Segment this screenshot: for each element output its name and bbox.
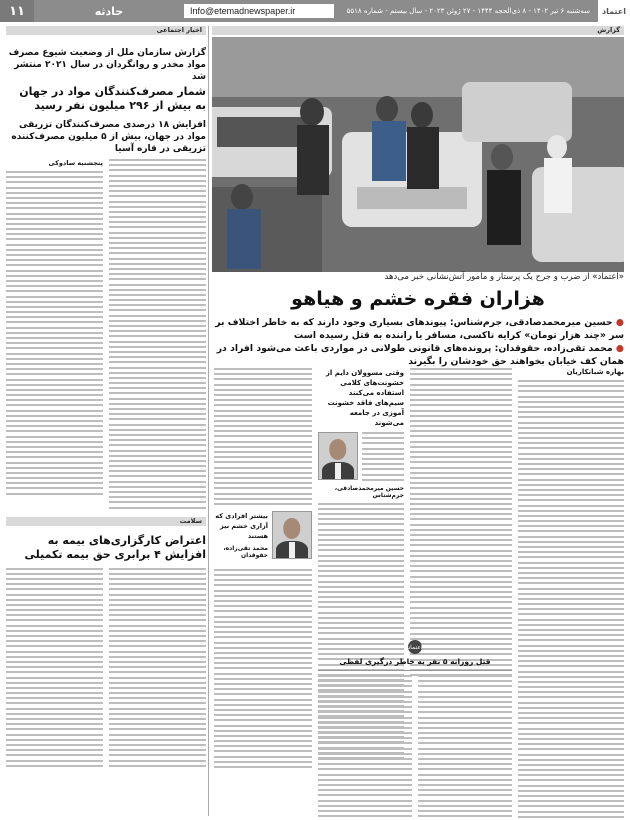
author-name: بهاره شبانکاریان: [566, 368, 624, 376]
story1-title1: گزارش سازمان ملل از وضعیت شیوع مصرف مواد مخدر و روانگردان در سال ۲۰۲۱ منتشر شد: [8, 48, 206, 82]
article-col-4: [214, 368, 312, 768]
story1-title2: شمار مصرف‌کنندگان مواد در جهان به بیش از ۲۹۶ میلیون نفر رسید: [19, 85, 206, 112]
bullet-1-text: حسین میرمحمدصادقی، جرم‌شناس: پیوندهای بسیاری وجود دارند که به خاطر اختلاف بر سر «چند هزار تومان» کرایه تاکسی، مسافر یا راننده به قتل رسیده است: [215, 317, 624, 341]
social-news-kicker: اخبار اجتماعی: [6, 26, 206, 35]
pull-quote-2: بیشتر افرادی که آزاری خشم نیز هستند: [215, 511, 268, 540]
bullet-1: [212, 316, 624, 342]
story1-byline: پنجشنبه سادوکی: [48, 159, 103, 167]
pull-quote-1: وقتی مسوولان دایم از خشونت‌های کلامی استفاده می‌کنند سیم‌های فاقد خشونت آموزی در جامعه می‌شوند: [325, 369, 404, 427]
column-divider: [208, 26, 209, 816]
page-number: ۱۱: [0, 0, 34, 22]
bullet-2: [212, 342, 624, 368]
article-col-2: [410, 368, 512, 676]
main-kicker: «اعتماد» از ضرب و جرح یک پرستار و مامور آتش‌نشانی خبر می‌دهد: [384, 272, 624, 282]
sub-story-text-right: [318, 675, 412, 820]
health-kicker: سلامت: [6, 517, 206, 526]
main-bullets: [212, 316, 624, 368]
contact-email[interactable]: Info@etemadnewspaper.ir: [184, 4, 334, 18]
portrait-photo-1: [318, 432, 358, 480]
issue-info: سه‌شنبه ۶ تیر ۱۴۰۲ - ۸ ذی‌الحجه ۱۴۴۴ - ۲۷ ژوئن ۲۰۲۳ - سال بیستم - شماره ۵۵۱۸: [346, 7, 590, 15]
story1-body-left: [109, 159, 206, 509]
page-header: [0, 0, 630, 22]
sub-story-divider: [318, 670, 512, 671]
newspaper-logo-small: اعتماد: [408, 640, 422, 654]
story2-body-right: [6, 568, 103, 767]
bullet-dot: ●: [615, 317, 624, 328]
story1-body-right: [6, 171, 103, 495]
portrait-photo-2: [272, 511, 312, 559]
article-col-4-top: [214, 368, 312, 505]
article-col-2-text: [410, 368, 512, 676]
main-photo: [212, 37, 624, 272]
article-col-4-text: [214, 569, 312, 768]
article-col-3-top-text: [362, 432, 404, 481]
bullet-2-text: محمد تقی‌زاده، حقوقدان: پرونده‌های قانونی طولانی در مواردی باعث می‌شود افراد در همان کف خیابان بخواهند حق خودشان را بگیرند: [216, 343, 624, 367]
story1-title3: افزایش ۱۸ درصدی مصرف‌کنندگان تزریقی مواد در جهان، بیش از ۵ میلیون مصرف‌کننده تزریقی در قاره آسیا: [11, 120, 206, 154]
main-headline: هزاران فقره خشم و هیاهو: [291, 288, 545, 310]
newspaper-logo: اعتماد: [598, 0, 630, 22]
sub-story: [318, 640, 512, 820]
sub-story-title: قتل روزانه ۵ نفر به خاطر درگیری لفظی: [339, 657, 491, 666]
sub-story-text-left: [418, 675, 512, 820]
story2-title2: افزایش ۴ برابری حق بیمه تکمیلی: [24, 547, 206, 561]
article-col-1-text: [518, 380, 624, 820]
portrait-caption-1: حسین میرمحمدصادقی، جرم‌شناس: [334, 484, 404, 499]
story2-body-left: [109, 568, 206, 767]
story2-title1: اعتراض کارگزاری‌های بیمه به: [47, 533, 206, 547]
bullet-dot: ●: [615, 343, 624, 354]
portrait-caption-2: محمد تقی‌زاده، حقوقدان: [223, 544, 268, 559]
article-col-1: [518, 368, 624, 820]
report-kicker: گزارش: [212, 26, 624, 35]
section-title: حادثه: [94, 4, 124, 18]
left-column: [6, 26, 206, 767]
